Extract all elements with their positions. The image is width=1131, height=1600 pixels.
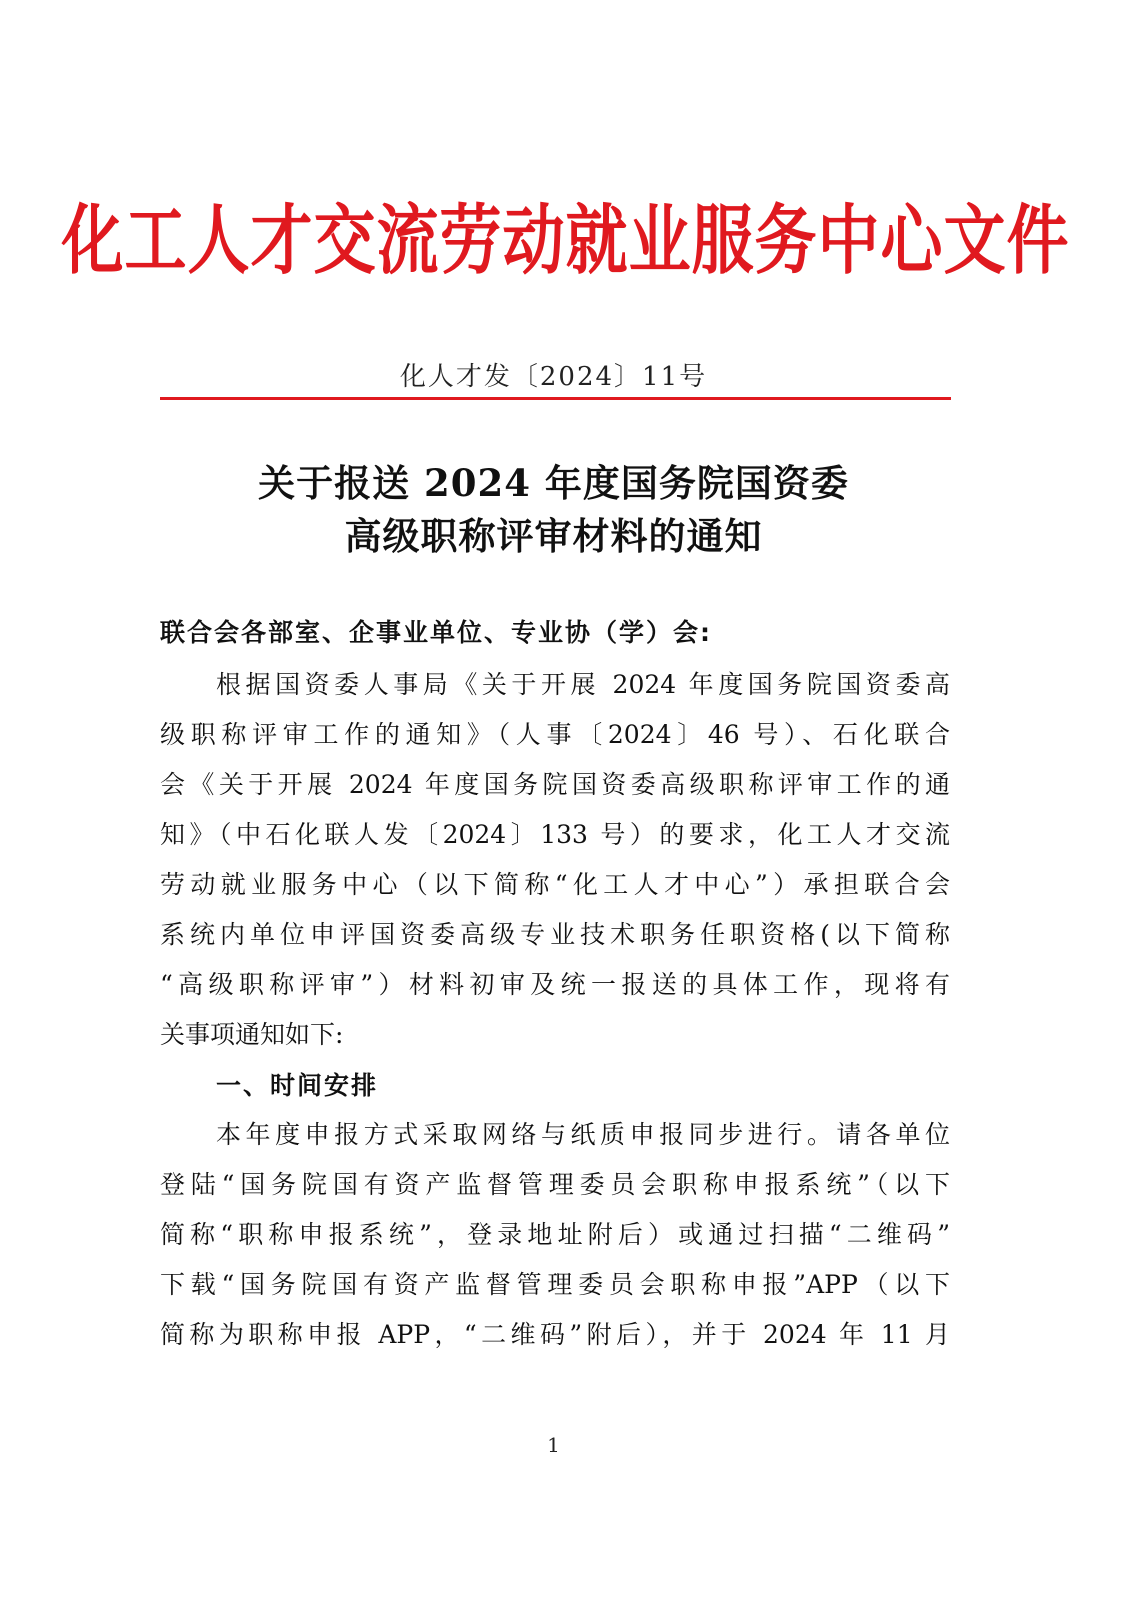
paragraph-line: 简称为职称申报 APP，“二维码”附后），并于 2024 年 11 月 <box>160 1320 950 1349</box>
paragraph-line: 下载“国务院国有资产监督管理委员会职称申报”APP（以下 <box>160 1270 950 1299</box>
paragraph-line: 简称“职称申报系统”，登录地址附后）或通过扫描“二维码” <box>160 1220 950 1249</box>
notice-title-line-1: 关于报送 2024 年度国务院国资委 <box>258 461 849 505</box>
notice-title-line-2: 高级职称评审材料的通知 <box>344 514 763 558</box>
paragraph-line: 登陆“国务院国有资产监督管理委员会职称申报系统”（以下 <box>160 1170 950 1199</box>
paragraph-line: 会《关于开展 2024 年度国务院国资委高级职称评审工作的通 <box>160 770 950 799</box>
section-heading-time-schedule: 一、时间安排 <box>216 1071 379 1100</box>
page-number: 1 <box>547 1433 560 1457</box>
paragraph-line: 关事项通知如下: <box>160 1020 344 1049</box>
red-divider-rule <box>160 397 951 400</box>
paragraph-line: 级职称评审工作的通知》（人事〔2024〕46 号）、石化联合 <box>160 720 950 749</box>
paragraph-line: 劳动就业服务中心（以下简称“化工人才中心”）承担联合会 <box>160 870 950 899</box>
paragraph-line: 本年度申报方式采取网络与纸质申报同步进行。请各单位 <box>216 1120 950 1149</box>
paragraph-line: 知》（中石化联人发〔2024〕133 号）的要求，化工人才交流 <box>160 820 950 849</box>
paragraph-line: 根据国资委人事局《关于开展 2024 年度国务院国资委高 <box>216 670 950 699</box>
paragraph-line: 系统内单位申评国资委高级专业技术职务任职资格(以下简称 <box>160 920 950 949</box>
salutation: 联合会各部室、企事业单位、专业协（学）会: <box>160 618 712 647</box>
document-number: 化人才发〔2024〕11号 <box>399 362 708 392</box>
issuer-header-title: 化工人才交流劳动就业服务中心文件 <box>61 195 1070 285</box>
paragraph-line: “高级职称评审”）材料初审及统一报送的具体工作，现将有 <box>160 970 950 999</box>
